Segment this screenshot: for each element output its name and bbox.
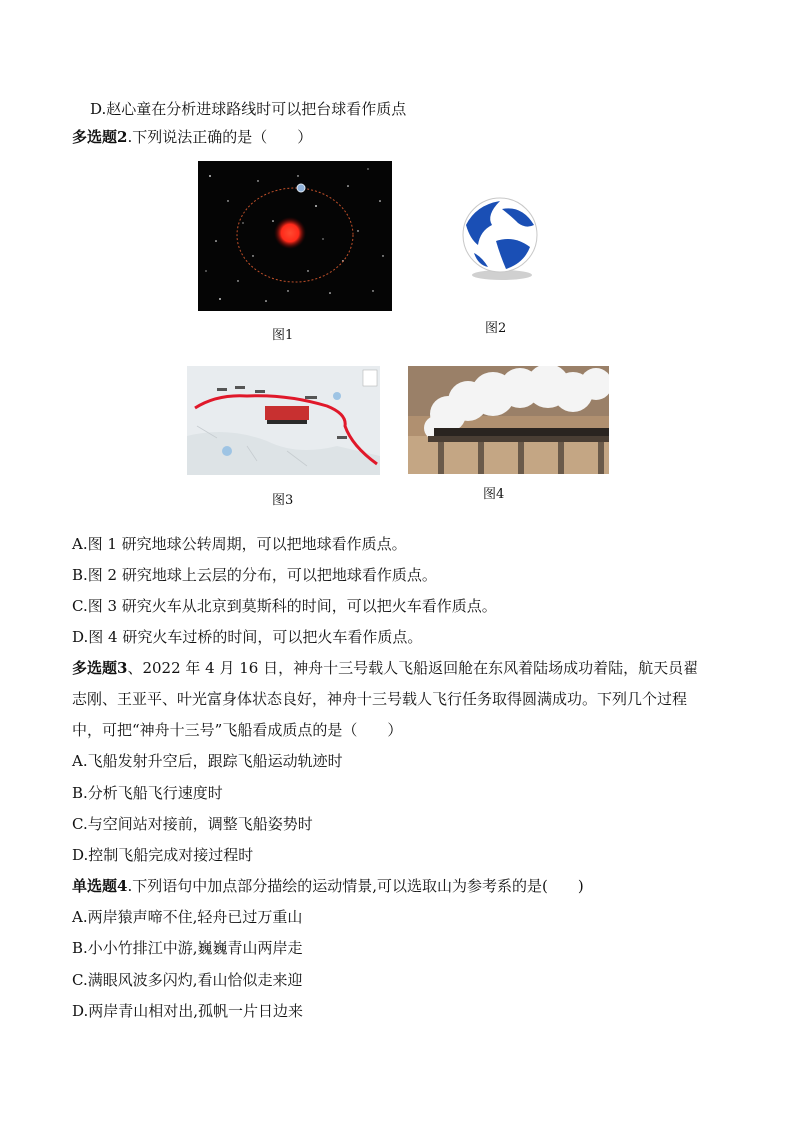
q3-stem-line-1 — [72, 658, 698, 678]
q4-number: 4 — [117, 877, 128, 895]
q3-option-d: D.控制飞船完成对接过程时 — [72, 846, 254, 864]
q2-option-c: C.图 3 研究火车从北京到莫斯科的时间，可以把火车看作质点。 — [72, 597, 497, 615]
q2-type: 多选题 — [72, 128, 118, 146]
figure-3-map-image — [187, 366, 380, 475]
q4-type: 单选题 — [72, 877, 118, 895]
q3-option-c: C.与空间站对接前，调整飞船姿势时 — [72, 815, 313, 833]
q4-option-b: B.小小竹排江中游,巍巍青山两岸走 — [72, 939, 303, 957]
figure-1-caption: 图1 — [272, 328, 294, 343]
q1-option-d: D.赵心童在分析进球路线时可以把台球看作质点 — [90, 100, 407, 118]
figure-4-train-image — [408, 366, 609, 474]
q2-stem — [72, 127, 312, 147]
q4-stem — [72, 876, 584, 896]
q3-stem-text-1: 、2022 年 4 月 16 日，神舟十三号载人飞船返回舱在东风着陆场成功着陆，航天员翟 — [127, 659, 699, 677]
q3-stem-line-3: 中，可把“神舟十三号”飞船看成质点的是（ ） — [72, 721, 403, 739]
figure-4-caption: 图4 — [483, 487, 505, 502]
q3-option-b: B.分析飞船飞行速度时 — [72, 784, 223, 802]
q3-type: 多选题 — [72, 659, 118, 677]
q4-option-c: C.满眼风波多闪灼,看山恰似走来迎 — [72, 971, 303, 989]
sun-mark — [274, 217, 306, 249]
earth-mark — [297, 184, 305, 192]
figure-2-globe-image — [456, 195, 546, 283]
figure-3-caption: 图3 — [272, 493, 294, 508]
figure-2-caption: 图2 — [485, 321, 507, 336]
q2-number: 2 — [117, 128, 128, 146]
q3-option-a: A.飞船发射升空后，跟踪飞船运动轨迹时 — [72, 752, 343, 770]
q4-option-d: D.两岸青山相对出,孤帆一片日边来 — [72, 1002, 304, 1020]
q3-stem-line-2: 志刚、王亚平、叶光富身体状态良好，神舟十三号载人飞行任务取得圆满成功。下列几个过程 — [72, 690, 688, 708]
q2-option-a: A.图 1 研究地球公转周期，可以把地球看作质点。 — [72, 535, 407, 553]
q4-stem-text: .下列语句中加点部分描绘的运动情景,可以选取山为参考系的是( ) — [127, 877, 584, 895]
q2-option-b: B.图 2 研究地球上云层的分布，可以把地球看作质点。 — [72, 566, 437, 584]
q2-stem-text: .下列说法正确的是（ ） — [127, 128, 313, 146]
q2-option-d: D.图 4 研究火车过桥的时间，可以把火车看作质点。 — [72, 628, 423, 646]
q3-number: 3 — [117, 659, 128, 677]
q4-option-a: A.两岸猿声啼不住,轻舟已过万重山 — [72, 908, 303, 926]
figure-1-orbit-image — [198, 161, 392, 311]
